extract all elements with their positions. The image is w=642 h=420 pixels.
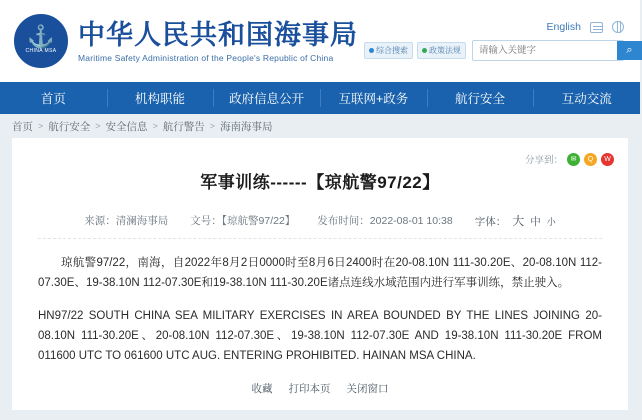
fontsize-label: 字体： [474, 216, 507, 228]
main-nav [0, 82, 640, 114]
weibo-icon[interactable]: W [601, 153, 614, 166]
article-meta [38, 212, 602, 239]
meta-publish-label: 发布时间： [317, 215, 370, 227]
mini-tab-0-label: 综合搜索 [376, 46, 408, 55]
mini-tabs [364, 42, 466, 59]
globe-icon[interactable] [612, 21, 624, 33]
nav-item-home[interactable]: 首页 [40, 92, 66, 106]
mini-tab-0[interactable] [364, 42, 413, 59]
meta-publish-value: 2022-08-01 10:38 [369, 215, 453, 227]
breadcrumb-sep-0: > [38, 121, 44, 131]
fontsize-control [475, 212, 556, 229]
breadcrumb-item-0[interactable]: 首页 [12, 120, 33, 133]
mini-tab-1[interactable] [417, 42, 466, 59]
wechat-icon[interactable]: ✉ [567, 153, 580, 166]
header-links [547, 21, 624, 33]
breadcrumb-item-3[interactable]: 航行警告 [162, 120, 205, 133]
breadcrumb [0, 114, 640, 138]
article-paragraph-cn: 琼航警97/22，南海，自2022年8月2日0000时至8月6日2400时在20-08.10N 111-30.20E、20-08.10N 112-07.30E、19-38.10N 112-07.30E和19-38.10N 111-30.20E诸点连线水域范围内进行军事训练，禁止驶入。 [38, 257, 602, 289]
dot-blue-icon [369, 48, 374, 53]
share-bar [525, 152, 614, 166]
page-title: 军事训练------【琼航警97/22】 [200, 173, 440, 192]
meta-source-value: 清澜海事局 [115, 215, 169, 227]
print-button[interactable]: 打印本页 [288, 383, 331, 395]
nav-item-functions[interactable]: 机构职能 [107, 82, 214, 114]
article-paragraph-en: HN97/22 SOUTH CHINA SEA MILITARY EXERCISES IN AREA BOUNDED BY THE LINES JOINING 20-08.10N 111-30.20E、20-08.10N 112-07.30E、19-38.10N 112-07.30E AND 19-38.10N 111-30.20E FROM 011600 UTC TO 061600 UTC AUG. ENTERING PROHIBITED. HAINAN MSA CHINA. [38, 310, 602, 362]
nav-item-navigation-safety[interactable]: 航行安全 [427, 82, 534, 114]
site-title-cn: 中华人民共和国海事局 [78, 19, 358, 50]
search-row [364, 40, 633, 61]
anchor-icon: ⚓ [27, 23, 55, 49]
meta-doc-label: 文号： [190, 215, 222, 227]
search-box[interactable] [472, 40, 633, 61]
meta-source-label: 来源： [84, 215, 116, 227]
article-body [38, 253, 602, 366]
header-right [364, 21, 633, 61]
meta-source [84, 213, 168, 228]
search-icon[interactable]: ⌕ [617, 41, 642, 60]
fontsize-medium-button[interactable]: 中 [530, 216, 541, 228]
qzone-icon[interactable]: Q [584, 153, 597, 166]
logo-text: CHINA MSA [25, 47, 57, 54]
breadcrumb-item-1[interactable]: 航行安全 [48, 120, 91, 133]
site-logo [14, 14, 68, 68]
fontsize-small-button[interactable]: 小 [546, 217, 556, 227]
dot-green-icon [422, 48, 427, 53]
envelope-icon[interactable] [590, 22, 603, 33]
breadcrumb-item-2[interactable]: 安全信息 [105, 120, 148, 133]
breadcrumb-item-4[interactable]: 海南海事局 [220, 120, 273, 133]
breadcrumb-sep-3: > [209, 121, 216, 131]
favorite-button[interactable]: 收藏 [251, 383, 273, 395]
article-actions [12, 381, 628, 396]
article-card [12, 138, 628, 410]
nav-item-interaction[interactable]: 互动交流 [533, 82, 640, 114]
mini-tab-1-label: 政策法规 [429, 46, 461, 55]
meta-doc-value: 【琼航警97/22】 [221, 215, 296, 227]
breadcrumb-sep-2: > [152, 121, 158, 131]
breadcrumb-sep-1: > [95, 121, 101, 131]
site-title-block [78, 20, 358, 63]
english-link[interactable]: English [546, 21, 581, 33]
search-input[interactable] [473, 45, 617, 56]
fontsize-large-button[interactable]: 大 [512, 214, 525, 228]
close-window-button[interactable]: 关闭窗口 [346, 383, 389, 395]
nav-item-egov[interactable]: 互联网+政务 [320, 82, 427, 114]
share-label: 分享到： [524, 155, 563, 166]
site-title-en: Maritime Safety Administration of the People's Republic of China [78, 52, 334, 63]
meta-publish [317, 213, 452, 228]
meta-doc [190, 213, 295, 228]
nav-item-disclosure[interactable]: 政府信息公开 [213, 82, 320, 114]
site-header [0, 0, 640, 82]
